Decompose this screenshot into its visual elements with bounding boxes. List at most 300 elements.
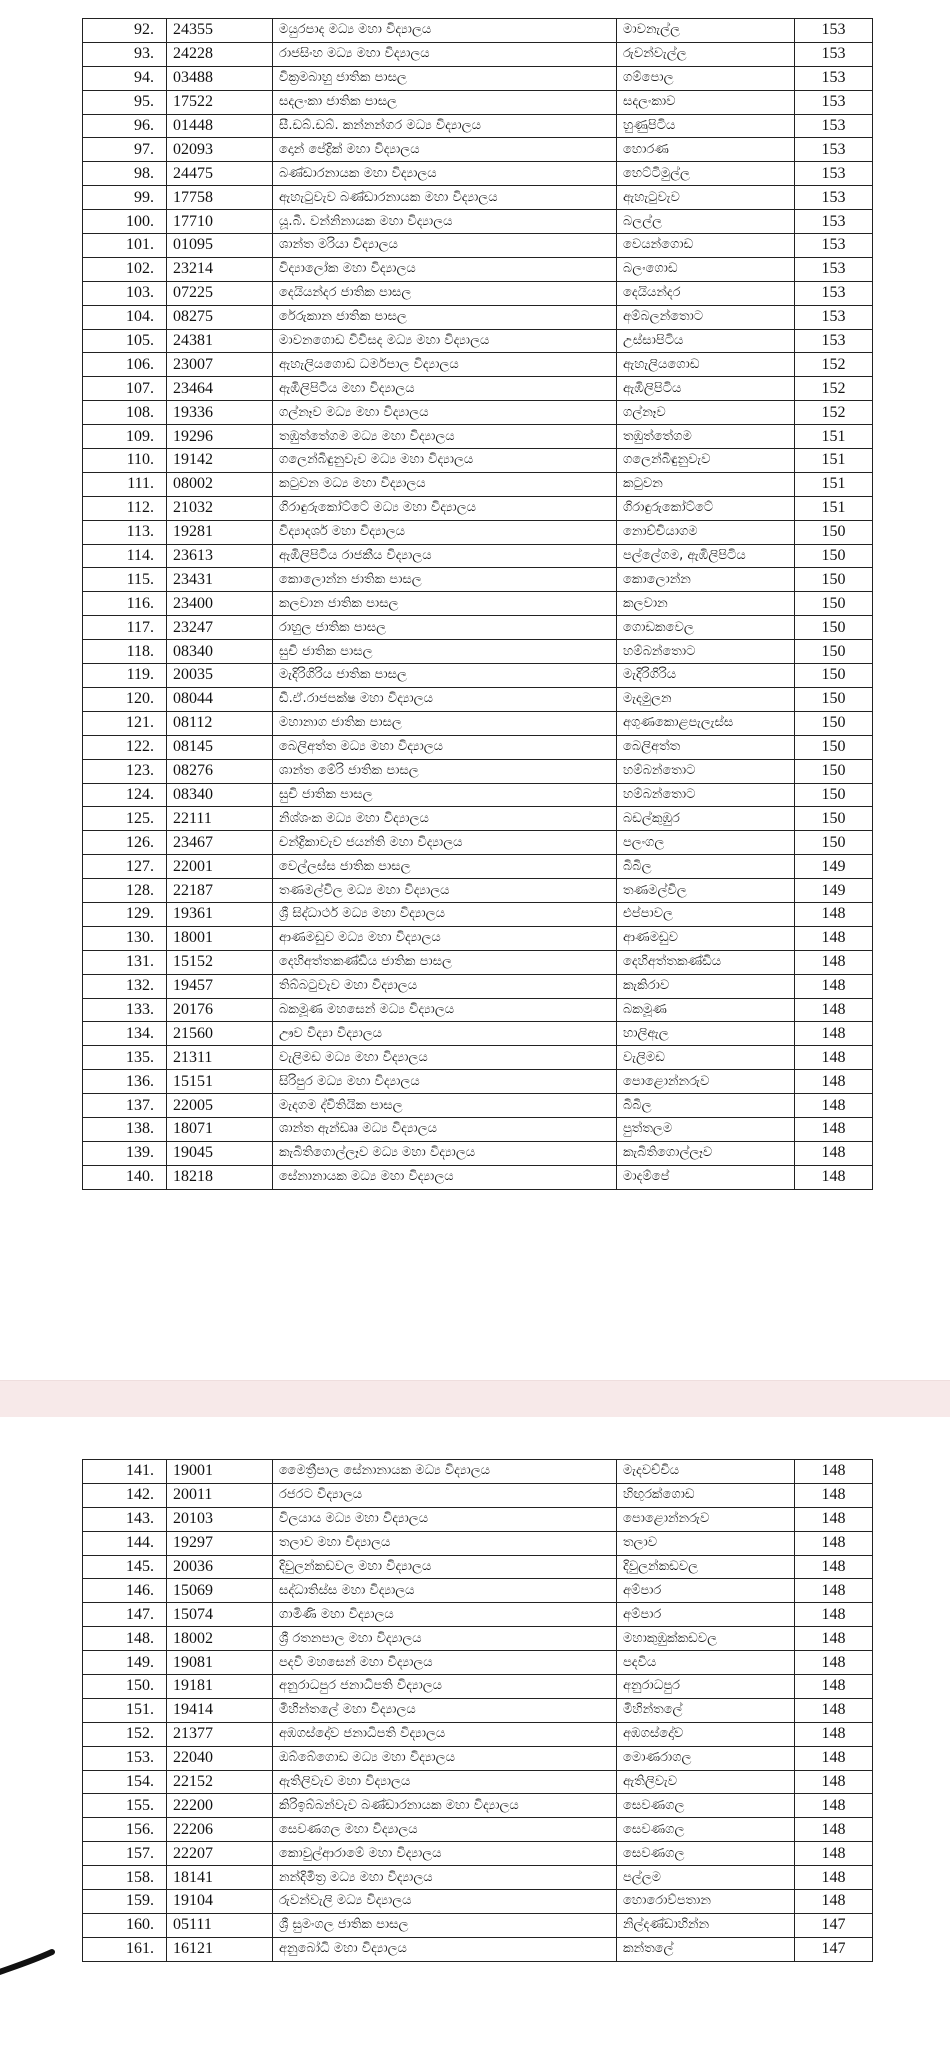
table-row: [83, 807, 873, 831]
town-name: ගොඩකවෙල: [617, 616, 795, 640]
town-name: අම්පාර: [617, 1579, 795, 1603]
table-row: [83, 425, 873, 449]
school-code: 19414: [167, 1698, 273, 1722]
town-name: හම්බන්තොට: [617, 759, 795, 783]
school-code: 18071: [167, 1117, 273, 1141]
cutoff-mark: 148: [795, 1794, 873, 1818]
row-number: 103.: [83, 281, 167, 305]
town-name: කැබිතිගොල්ලෑව: [617, 1141, 795, 1165]
table-row: [83, 1770, 873, 1794]
school-name: ගිරාඳුරුකෝට්ටේ මධ්‍ය මහා විද්‍යාලය: [273, 496, 617, 520]
school-code: 15069: [167, 1579, 273, 1603]
town-name: උස්සාපිටිය: [617, 329, 795, 353]
town-name: බලල්ල: [617, 210, 795, 234]
table-row: [83, 1070, 873, 1094]
cutoff-mark: 148: [795, 1675, 873, 1699]
town-name: එප්පාවල: [617, 902, 795, 926]
cutoff-mark: 148: [795, 1890, 873, 1914]
school-code: 19296: [167, 425, 273, 449]
table-row: [83, 879, 873, 903]
school-name: මිහින්තලේ මහා විද්‍යාලය: [273, 1698, 617, 1722]
town-name: කන්තලේ: [617, 1937, 795, 1961]
row-number: 101.: [83, 234, 167, 258]
school-code: 21311: [167, 1046, 273, 1070]
cutoff-mark: 150: [795, 687, 873, 711]
table-row: [83, 902, 873, 926]
school-name: ඇඹිලිපිටිය මහා විද්‍යාලය: [273, 377, 617, 401]
table-row: [83, 1842, 873, 1866]
school-code: 19045: [167, 1141, 273, 1165]
cutoff-mark: 148: [795, 1698, 873, 1722]
row-number: 102.: [83, 257, 167, 281]
school-name: අඹගස්දෝව ජනාධිපති විද්‍යාලය: [273, 1722, 617, 1746]
cutoff-mark: 148: [795, 1022, 873, 1046]
row-number: 159.: [83, 1890, 167, 1914]
row-number: 112.: [83, 496, 167, 520]
school-name: වෙල්ලස්ස ජාතික පාසල: [273, 855, 617, 879]
school-code: 08275: [167, 305, 273, 329]
row-number: 117.: [83, 616, 167, 640]
town-name: සදලංකාව: [617, 90, 795, 114]
row-number: 152.: [83, 1722, 167, 1746]
school-name: තිබ්බටුවැව මහා විද්‍යාලය: [273, 974, 617, 998]
cutoff-mark: 153: [795, 66, 873, 90]
cutoff-mark: 150: [795, 735, 873, 759]
school-code: 01448: [167, 114, 273, 138]
row-number: 133.: [83, 998, 167, 1022]
school-code: 20035: [167, 664, 273, 688]
school-name: සුචි ජාතික පාසල: [273, 640, 617, 664]
school-name: නන්දිමිත්‍ර මධ්‍ය මහා විද්‍යාලය: [273, 1866, 617, 1890]
school-code: 23400: [167, 592, 273, 616]
cutoff-mark: 148: [795, 1070, 873, 1094]
school-code: 15152: [167, 950, 273, 974]
table-row: [83, 257, 873, 281]
table-row: [83, 640, 873, 664]
school-name: ඇඹිලිපිටිය රාජකීය විද්‍යාලය: [273, 544, 617, 568]
cutoff-mark: 148: [795, 1627, 873, 1651]
school-name: විද්‍යාදර්ශ මහා විද්‍යාලය: [273, 520, 617, 544]
row-number: 147.: [83, 1603, 167, 1627]
school-code: 19142: [167, 449, 273, 473]
school-name: ආණමඩුව මධ්‍ය මහා විද්‍යාලය: [273, 926, 617, 950]
table-row: [83, 1722, 873, 1746]
table-row: [83, 592, 873, 616]
page-separator: [0, 1380, 950, 1418]
row-number: 127.: [83, 855, 167, 879]
town-name: රුවන්වැල්ල: [617, 42, 795, 66]
cutoff-mark: 152: [795, 377, 873, 401]
school-code: 21377: [167, 1722, 273, 1746]
row-number: 139.: [83, 1141, 167, 1165]
row-number: 116.: [83, 592, 167, 616]
school-code: 05111: [167, 1913, 273, 1937]
town-name: දිවුලන්කඩවල: [617, 1555, 795, 1579]
town-name: දෙයියන්දර: [617, 281, 795, 305]
row-number: 131.: [83, 950, 167, 974]
school-code: 22187: [167, 879, 273, 903]
town-name: අඹගස්දෝව: [617, 1722, 795, 1746]
cutoff-mark: 150: [795, 568, 873, 592]
town-name: කැකිරාව: [617, 974, 795, 998]
row-number: 121.: [83, 711, 167, 735]
cutoff-mark: 148: [795, 950, 873, 974]
school-code: 19001: [167, 1460, 273, 1484]
school-name: තලාව මහා විද්‍යාලය: [273, 1531, 617, 1555]
table-row: [83, 210, 873, 234]
school-code: 23467: [167, 831, 273, 855]
pen-stroke-mark: [0, 1930, 70, 1980]
town-name: අම්බලන්තොට: [617, 305, 795, 329]
school-code: 24355: [167, 19, 273, 43]
row-number: 115.: [83, 568, 167, 592]
table-row: [83, 616, 873, 640]
row-number: 138.: [83, 1117, 167, 1141]
town-name: කලවාන: [617, 592, 795, 616]
table-row: [83, 759, 873, 783]
town-name: මැදිරිගිරිය: [617, 664, 795, 688]
table-row: [83, 735, 873, 759]
table-row: [83, 1141, 873, 1165]
school-name: රාජසිංහ මධ්‍ය මහා විද්‍යාලය: [273, 42, 617, 66]
table-row: [83, 1675, 873, 1699]
row-number: 123.: [83, 759, 167, 783]
cutoff-mark: 153: [795, 42, 873, 66]
row-number: 144.: [83, 1531, 167, 1555]
school-name: බකමූණ මහසෙන් මධ්‍ය විද්‍යාලය: [273, 998, 617, 1022]
row-number: 135.: [83, 1046, 167, 1070]
table-row: [83, 1165, 873, 1189]
row-number: 130.: [83, 926, 167, 950]
school-name: දෙයියන්දර ජාතික පාසල: [273, 281, 617, 305]
school-name: ඇහැලියගොඩ ධර්මපාල විද්‍යාලය: [273, 353, 617, 377]
table-row: [83, 138, 873, 162]
town-name: හම්බන්තොට: [617, 640, 795, 664]
cutoff-mark: 148: [795, 1046, 873, 1070]
town-name: හුණුපිටිය: [617, 114, 795, 138]
table-row: [83, 186, 873, 210]
school-name: සුචි ජාතික පාසල: [273, 783, 617, 807]
town-name: ආණමඩුව: [617, 926, 795, 950]
town-name: ඇතිලිවැව: [617, 1770, 795, 1794]
school-name: අනුරාධපුර ජනාධිපති විද්‍යාලය: [273, 1675, 617, 1699]
school-code: 22001: [167, 855, 273, 879]
table-row: [83, 401, 873, 425]
table-row: [83, 1507, 873, 1531]
school-code: 24381: [167, 329, 273, 353]
school-code: 20103: [167, 1507, 273, 1531]
cutoff-mark: 150: [795, 783, 873, 807]
school-name: සෙවණගල මහා විද්‍යාලය: [273, 1818, 617, 1842]
row-number: 109.: [83, 425, 167, 449]
town-name: හොරණ: [617, 138, 795, 162]
table-row: [83, 831, 873, 855]
cutoff-mark: 148: [795, 1460, 873, 1484]
row-number: 114.: [83, 544, 167, 568]
row-number: 132.: [83, 974, 167, 998]
cutoff-mark: 148: [795, 1531, 873, 1555]
town-name: මැදවච්චිය: [617, 1460, 795, 1484]
school-name: මැදගම ද්විතියික පාසල: [273, 1094, 617, 1118]
table-row: [83, 1046, 873, 1070]
school-name: මහානාග ජාතික පාසල: [273, 711, 617, 735]
cutoff-mark: 148: [795, 1579, 873, 1603]
table-row: [83, 1913, 873, 1937]
cutoff-mark: 148: [795, 1722, 873, 1746]
town-name: මිහින්තලේ: [617, 1698, 795, 1722]
school-name: ශාන්ත මරියා විද්‍යාලය: [273, 234, 617, 258]
table-row: [83, 377, 873, 401]
school-code: 16121: [167, 1937, 273, 1961]
town-name: දෙහිඅත්තකණ්ඩිය: [617, 950, 795, 974]
school-name: තඹුත්තේගම මධ්‍ය මහා විද්‍යාලය: [273, 425, 617, 449]
school-code: 22111: [167, 807, 273, 831]
school-code: 08340: [167, 640, 273, 664]
row-number: 99.: [83, 186, 167, 210]
school-name: කටුවන මධ්‍ය මහා විද්‍යාලය: [273, 472, 617, 496]
school-name: චන්ද්‍රිකාවැව ජයන්ති මහා විද්‍යාලය: [273, 831, 617, 855]
cutoff-mark: 153: [795, 305, 873, 329]
school-name: කැබිතිගොල්ලෑව මධ්‍ය මහා විද්‍යාලය: [273, 1141, 617, 1165]
table-row: [83, 544, 873, 568]
table-row: [83, 114, 873, 138]
cutoff-mark: 149: [795, 855, 873, 879]
town-name: බලංගොඩ: [617, 257, 795, 281]
row-number: 94.: [83, 66, 167, 90]
cutoff-mark: 148: [795, 1770, 873, 1794]
school-code: 17758: [167, 186, 273, 210]
town-name: සෙවණගල: [617, 1842, 795, 1866]
table-row: [83, 711, 873, 735]
school-name: යූ.බී. වන්නිනායක මහා විද්‍යාලය: [273, 210, 617, 234]
school-code: 02093: [167, 138, 273, 162]
table-row: [83, 1460, 873, 1484]
row-number: 119.: [83, 664, 167, 688]
town-name: පොළොන්නරුව: [617, 1507, 795, 1531]
town-name: අම්පාර: [617, 1603, 795, 1627]
town-name: නිල්දණ්ඩාහින්න: [617, 1913, 795, 1937]
table-row: [83, 998, 873, 1022]
school-name: ගල්නෑව මධ්‍ය මහා විද්‍යාලය: [273, 401, 617, 425]
row-number: 136.: [83, 1070, 167, 1094]
table-row: [83, 974, 873, 998]
table-row: [83, 305, 873, 329]
results-table-2: [82, 1459, 873, 1962]
row-number: 108.: [83, 401, 167, 425]
town-name: තඹුත්තේගම: [617, 425, 795, 449]
school-name: ශාන්ත ඇන්ඩෲ මධ්‍ය විද්‍යාලය: [273, 1117, 617, 1141]
row-number: 98.: [83, 162, 167, 186]
town-name: හිඟුරක්ගොඩ: [617, 1483, 795, 1507]
school-code: 22040: [167, 1746, 273, 1770]
row-number: 111.: [83, 472, 167, 496]
table-row: [83, 1937, 873, 1961]
cutoff-mark: 148: [795, 1165, 873, 1189]
cutoff-mark: 153: [795, 138, 873, 162]
town-name: බකමූණ: [617, 998, 795, 1022]
table-row: [83, 1094, 873, 1118]
cutoff-mark: 153: [795, 210, 873, 234]
row-number: 100.: [83, 210, 167, 234]
table-row: [83, 449, 873, 473]
school-name: තණමල්විල මධ්‍ය මහා විද්‍යාලය: [273, 879, 617, 903]
town-name: තණමල්විල: [617, 879, 795, 903]
town-name: පොළොන්නරුව: [617, 1070, 795, 1094]
cutoff-mark: 148: [795, 974, 873, 998]
school-code: 08145: [167, 735, 273, 759]
school-name: ශාන්ත මේරි ජාතික පාසල: [273, 759, 617, 783]
school-name: පදවි මහසෙන් මහා විද්‍යාලය: [273, 1651, 617, 1675]
table-row: [83, 855, 873, 879]
cutoff-mark: 151: [795, 496, 873, 520]
school-name: කොලොන්න ජාතික පාසල: [273, 568, 617, 592]
school-name: අනුබෝධි මහා විද්‍යාලය: [273, 1937, 617, 1961]
cutoff-mark: 148: [795, 1507, 873, 1531]
school-name: නිශ්ශංක මධ්‍ය මහා විද්‍යාලය: [273, 807, 617, 831]
cutoff-mark: 148: [795, 998, 873, 1022]
cutoff-mark: 147: [795, 1937, 873, 1961]
town-name: ඇඹිලිපිටිය: [617, 377, 795, 401]
table-row: [83, 281, 873, 305]
town-name: අනුරාධපුර: [617, 1675, 795, 1699]
cutoff-mark: 153: [795, 162, 873, 186]
town-name: මාවනැල්ල: [617, 19, 795, 43]
row-number: 142.: [83, 1483, 167, 1507]
row-number: 145.: [83, 1555, 167, 1579]
school-code: 03488: [167, 66, 273, 90]
row-number: 106.: [83, 353, 167, 377]
school-name: රේරුකාන ජාතික පාසල: [273, 305, 617, 329]
table-row: [83, 1698, 873, 1722]
table-row: [83, 664, 873, 688]
school-code: 23007: [167, 353, 273, 377]
school-name: ඇහැටුවැව බණ්ඩාරනායක මහා විද්‍යාලය: [273, 186, 617, 210]
table-row: [83, 1866, 873, 1890]
table-row: [83, 1117, 873, 1141]
school-code: 20011: [167, 1483, 273, 1507]
cutoff-mark: 150: [795, 664, 873, 688]
school-name: දෙහිඅත්තකණ්ඩිය ජාතික පාසල: [273, 950, 617, 974]
school-code: 17522: [167, 90, 273, 114]
school-name: ශ්‍රී සුමංගල ජාතික පාසල: [273, 1913, 617, 1937]
school-code: 18001: [167, 926, 273, 950]
school-code: 23431: [167, 568, 273, 592]
town-name: හම්බන්තොට: [617, 783, 795, 807]
table-row: [83, 496, 873, 520]
town-name: තලාව: [617, 1531, 795, 1555]
cutoff-mark: 153: [795, 19, 873, 43]
school-code: 17710: [167, 210, 273, 234]
school-code: 19104: [167, 1890, 273, 1914]
row-number: 146.: [83, 1579, 167, 1603]
school-name: බෙලිඅත්ත මධ්‍ය මහා විද්‍යාලය: [273, 735, 617, 759]
school-code: 21560: [167, 1022, 273, 1046]
row-number: 97.: [83, 138, 167, 162]
row-number: 141.: [83, 1460, 167, 1484]
school-code: 23464: [167, 377, 273, 401]
cutoff-mark: 148: [795, 1746, 873, 1770]
school-code: 20176: [167, 998, 273, 1022]
cutoff-mark: 148: [795, 1866, 873, 1890]
cutoff-mark: 151: [795, 425, 873, 449]
cutoff-mark: 148: [795, 1094, 873, 1118]
row-number: 107.: [83, 377, 167, 401]
town-name: ගලෙන්බිඳුනුවැව: [617, 449, 795, 473]
row-number: 113.: [83, 520, 167, 544]
school-code: 19081: [167, 1651, 273, 1675]
table-row: [83, 1579, 873, 1603]
school-code: 19181: [167, 1675, 273, 1699]
town-name: හෙට්ටිමුල්ල: [617, 162, 795, 186]
table-row: [83, 783, 873, 807]
school-name: ඇතිලිවැව මහා විද්‍යාලය: [273, 1770, 617, 1794]
school-code: 08340: [167, 783, 273, 807]
row-number: 149.: [83, 1651, 167, 1675]
page-lower: [0, 1417, 950, 2053]
table-row: [83, 926, 873, 950]
school-name: ගාමිණි මහා විද්‍යාලය: [273, 1603, 617, 1627]
row-number: 153.: [83, 1746, 167, 1770]
cutoff-mark: 150: [795, 807, 873, 831]
row-number: 160.: [83, 1913, 167, 1937]
cutoff-mark: 153: [795, 234, 873, 258]
school-name: සදලංකා ජාතික පාසල: [273, 90, 617, 114]
school-code: 15074: [167, 1603, 273, 1627]
table-row: [83, 1555, 873, 1579]
cutoff-mark: 150: [795, 759, 873, 783]
cutoff-mark: 150: [795, 592, 873, 616]
town-name: පලංගල: [617, 831, 795, 855]
town-name: නොච්චියාගම: [617, 520, 795, 544]
school-name: ඌව විද්‍යා විද්‍යාලය: [273, 1022, 617, 1046]
town-name: හාලිඇල: [617, 1022, 795, 1046]
table-row: [83, 1603, 873, 1627]
row-number: 93.: [83, 42, 167, 66]
table-row: [83, 568, 873, 592]
school-code: 19281: [167, 520, 273, 544]
school-code: 18218: [167, 1165, 273, 1189]
school-name: ඩී.ඒ.රාජපක්ෂ මහා විද්‍යාලය: [273, 687, 617, 711]
cutoff-mark: 153: [795, 114, 873, 138]
school-code: 19297: [167, 1531, 273, 1555]
town-name: ගල්නෑව: [617, 401, 795, 425]
row-number: 96.: [83, 114, 167, 138]
row-number: 110.: [83, 449, 167, 473]
cutoff-mark: 150: [795, 544, 873, 568]
row-number: 154.: [83, 1770, 167, 1794]
school-code: 08002: [167, 472, 273, 496]
table-row: [83, 234, 873, 258]
town-name: ඇහැටුවැව: [617, 186, 795, 210]
town-name: මහාකුඹුක්කඩවල: [617, 1627, 795, 1651]
school-name: මයුරපාද මධ්‍ය මහා විද්‍යාලය: [273, 19, 617, 43]
school-code: 19457: [167, 974, 273, 998]
row-number: 125.: [83, 807, 167, 831]
town-name: පුත්තලම: [617, 1117, 795, 1141]
town-name: වෙයන්ගොඩ: [617, 234, 795, 258]
row-number: 129.: [83, 902, 167, 926]
school-name: සී.ඩබ්.ඩබ්. කන්නන්ගර මධ්‍ය විද්‍යාලය: [273, 114, 617, 138]
school-code: 22207: [167, 1842, 273, 1866]
table-row: [83, 162, 873, 186]
town-name: අගුණකොළපැලැස්ස: [617, 711, 795, 735]
school-code: 23247: [167, 616, 273, 640]
table-row: [83, 19, 873, 43]
school-name: මැදිරිගිරිය ජාතික පාසල: [273, 664, 617, 688]
school-name: බණ්ඩාරනායක මහා විද්‍යාලය: [273, 162, 617, 186]
school-code: 22152: [167, 1770, 273, 1794]
row-number: 157.: [83, 1842, 167, 1866]
